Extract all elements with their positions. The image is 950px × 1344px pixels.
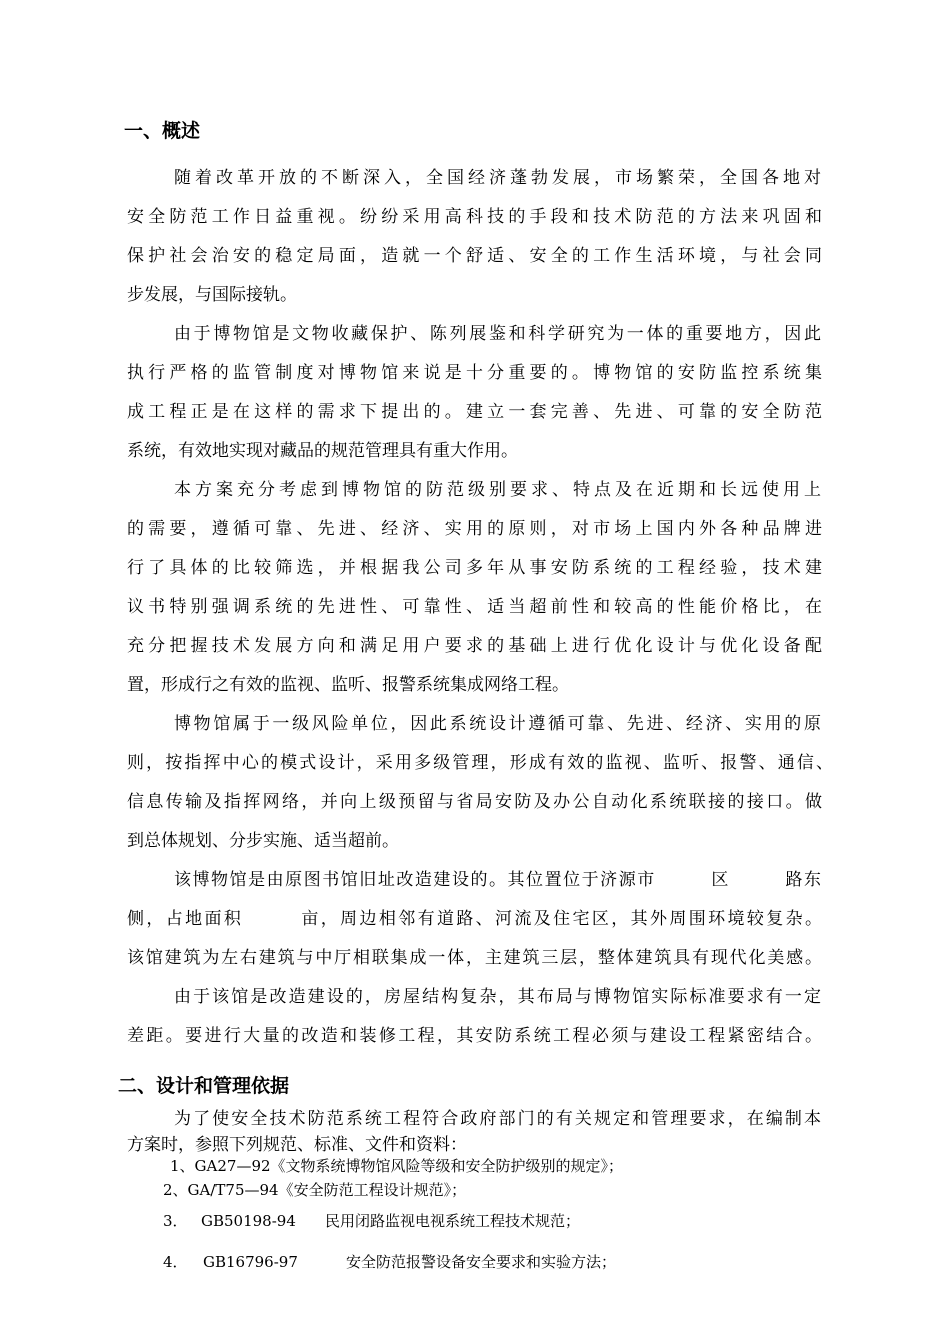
reference-code: GA27—92 bbox=[194, 1157, 271, 1175]
text-line: 该博物馆是由原图书馆旧址改造建设的。其位置位于济源市 区 路东 bbox=[174, 870, 821, 890]
reference-title: 安全防范报警设备安全要求和实验方法； bbox=[346, 1253, 617, 1271]
reference-title: 《文物系统博物馆风险等级和安全防护级别的规定》； bbox=[270, 1157, 624, 1175]
text-line: 成工程正是在这样的需求下提出的。建立一套完善、先进、可靠的安全防范 bbox=[127, 402, 822, 422]
section-heading-design-basis: 二、设计和管理依据 bbox=[118, 1075, 290, 1097]
text-line: 安全防范工作日益重视。纷纷采用高科技的手段和技术防范的方法来巩固和 bbox=[127, 207, 822, 227]
text-line: 由于该馆是改造建设的，房屋结构复杂，其布局与博物馆实际标准要求有一定 bbox=[174, 987, 821, 1007]
text-line: 到总体规划、分步实施、适当超前。 bbox=[127, 831, 399, 851]
reference-number: 2、 bbox=[163, 1181, 188, 1199]
reference-title: 《安全防范工程设计规范》； bbox=[278, 1181, 467, 1199]
text-line: 侧，占地面积 亩，周边相邻有道路、河流及住宅区，其外周围环境较复杂。 bbox=[127, 909, 822, 929]
text-line: 本方案充分考虑到博物馆的防范级别要求、特点及在近期和长远使用上 bbox=[174, 480, 821, 500]
reference-code: GB50198-94 bbox=[201, 1212, 296, 1230]
text-line: 议书特别强调系统的先进性、可靠性、适当超前性和较高的性能价格比，在 bbox=[127, 597, 822, 617]
text-line: 行了具体的比较筛选，并根据我公司多年从事安防系统的工程经验，技术建 bbox=[127, 558, 822, 578]
text-line: 方案时，参照下列规范、标准、文件和资料： bbox=[127, 1135, 467, 1155]
reference-title: 民用闭路监视电视系统工程技术规范； bbox=[325, 1212, 581, 1230]
text-line: 信息传输及指挥网络，并向上级预留与省局安防及办公自动化系统联接的接口。做 bbox=[127, 792, 822, 812]
reference-number: 1、 bbox=[170, 1157, 195, 1175]
text-line: 执行严格的监管制度对博物馆来说是十分重要的。博物馆的安防监控系统集 bbox=[127, 363, 822, 383]
section-heading-overview: 一、概述 bbox=[124, 120, 201, 142]
text-line: 博物馆属于一级风险单位，因此系统设计遵循可靠、先进、经济、实用的原 bbox=[174, 714, 821, 734]
text-line: 由于博物馆是文物收藏保护、陈列展鉴和科学研究为一体的重要地方，因此 bbox=[174, 324, 821, 344]
reference-item bbox=[170, 1156, 623, 1176]
reference-code: GA/T75—94 bbox=[187, 1181, 279, 1199]
text-line: 差距。要进行大量的改造和装修工程，其安防系统工程必须与建设工程紧密结合。 bbox=[127, 1026, 822, 1046]
reference-code: GB16796-97 bbox=[203, 1253, 298, 1271]
reference-item bbox=[163, 1211, 580, 1231]
text-line: 充分把握技术发展方向和满足用户要求的基础上进行优化设计与优化设备配 bbox=[127, 636, 822, 656]
reference-number: 4． bbox=[163, 1253, 188, 1271]
text-line: 保护社会治安的稳定局面，造就一个舒适、安全的工作生活环境，与社会同 bbox=[127, 246, 822, 266]
text-line: 置，形成行之有效的监视、监听、报警系统集成网络工程。 bbox=[127, 675, 569, 695]
text-line: 为了使安全技术防范系统工程符合政府部门的有关规定和管理要求，在编制本 bbox=[174, 1109, 821, 1129]
text-line: 步发展，与国际接轨。 bbox=[127, 285, 297, 305]
reference-number: 3． bbox=[163, 1212, 188, 1230]
text-line: 该馆建筑为左右建筑与中厅相联集成一体，主建筑三层，整体建筑具有现代化美感。 bbox=[127, 948, 822, 968]
text-line: 随着改革开放的不断深入，全国经济蓬勃发展，市场繁荣，全国各地对 bbox=[174, 168, 821, 188]
reference-item bbox=[163, 1252, 616, 1272]
text-line: 系统，有效地实现对藏品的规范管理具有重大作用。 bbox=[127, 441, 518, 461]
text-line: 的需要，遵循可靠、先进、经济、实用的原则，对市场上国内外各种品牌进 bbox=[127, 519, 822, 539]
reference-item bbox=[163, 1180, 466, 1200]
text-line: 则，按指挥中心的模式设计，采用多级管理，形成有效的监视、监听、报警、通信、 bbox=[127, 753, 833, 773]
